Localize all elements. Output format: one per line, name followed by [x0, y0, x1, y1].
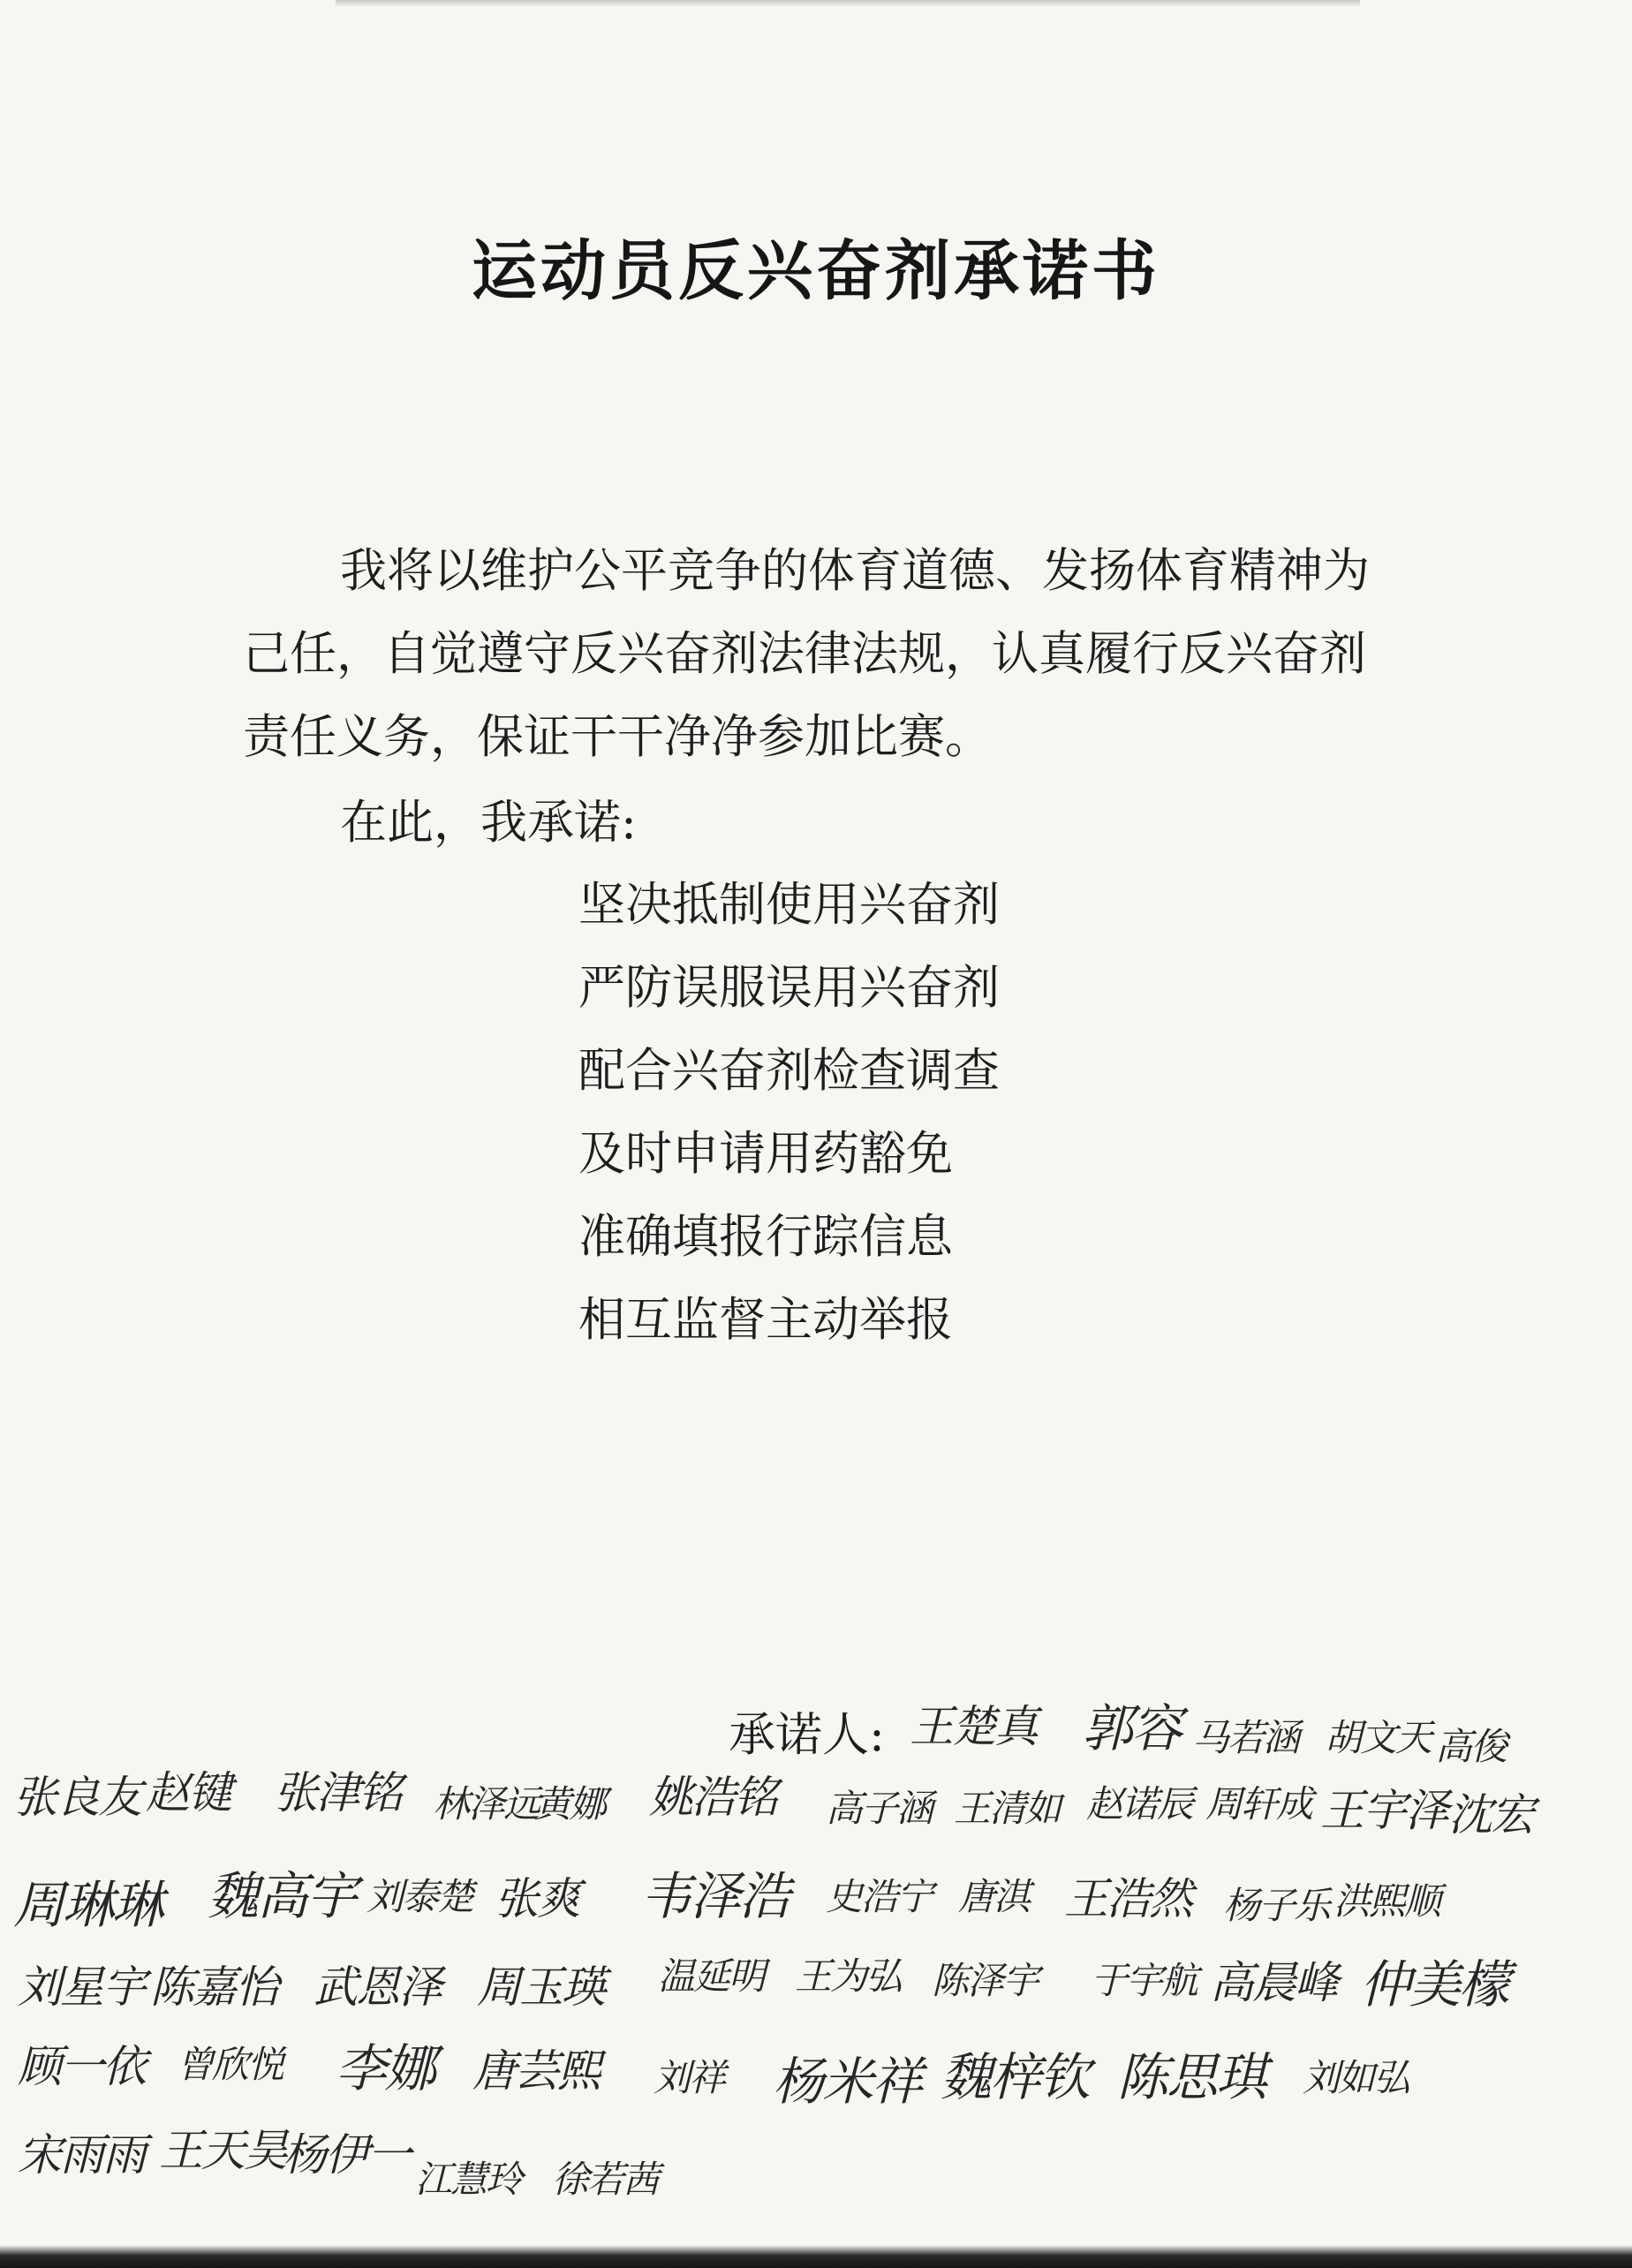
document-title: 运动员反兴奋剂承诺书	[472, 233, 1160, 309]
handwritten-signature: 杨伊一	[283, 2129, 410, 2181]
handwritten-signature: 张良友	[13, 1772, 140, 1823]
handwritten-signature: 刘泰楚	[366, 1875, 473, 1918]
handwritten-signature: 周玉瑛	[477, 1962, 604, 2013]
scan-bottom-edge	[0, 2245, 1632, 2268]
handwritten-signature: 顾一依	[18, 2041, 145, 2092]
handwritten-signature: 刘祥	[654, 2056, 725, 2099]
handwritten-signature: 王为弘	[795, 1954, 902, 1998]
handwritten-signature: 杨米祥	[773, 2052, 922, 2112]
handwritten-signature: 赵键	[146, 1767, 230, 1818]
handwritten-signature: 徐若茜	[552, 2158, 659, 2201]
handwritten-signature: 李娜	[336, 2038, 435, 2098]
handwritten-signature: 周轩成	[1205, 1782, 1312, 1826]
handwritten-signature: 魏梓钦	[941, 2047, 1090, 2107]
handwritten-signature: 高子涵	[826, 1787, 933, 1830]
handwritten-signature: 曾欣悦	[177, 2043, 283, 2086]
handwritten-signature: 张津铭	[274, 1767, 401, 1818]
handwritten-signature: 赵诺辰	[1086, 1782, 1193, 1826]
pledge-item: 及时申请用药豁免	[578, 1127, 953, 1181]
commitment-paragraph: 我将以维护公平竞争的体育道德、发扬体育精神为己任，自觉遵守反兴奋剂法律法规，认真履行反兴奋剂责任义务，保证干干净净参加比赛。	[243, 544, 1370, 764]
handwritten-signature: 唐芸熙	[472, 2045, 600, 2097]
handwritten-signature: 姚浩铭	[649, 1772, 776, 1823]
handwritten-signature: 沈宏	[1448, 1789, 1533, 1841]
handwritten-signature: 王楚真	[910, 1701, 1037, 1752]
handwritten-signature: 仲美檬	[1360, 1954, 1509, 2015]
pledge-item: 严防误服误用兴奋剂	[578, 961, 1000, 1015]
handwritten-signature: 史浩宁	[826, 1875, 933, 1918]
handwritten-signature: 韦泽浩	[640, 1866, 790, 1926]
handwritten-signature: 马若涵	[1192, 1716, 1299, 1759]
pledge-item: 相互监督主动举报	[578, 1293, 953, 1347]
handwritten-signature: 陈泽宇	[932, 1959, 1039, 2002]
handwritten-signature: 江慧玲	[415, 2158, 522, 2201]
handwritten-signature: 宋雨雨	[18, 2129, 145, 2181]
pledge-item: 坚决抵制使用兴奋剂	[578, 878, 1000, 932]
pledge-intro: 在此，我承诺:	[340, 796, 637, 850]
handwritten-signature: 王天昊	[159, 2125, 286, 2176]
handwritten-signature: 林泽远	[433, 1782, 540, 1826]
handwritten-signature: 王宇泽	[1320, 1785, 1447, 1836]
handwritten-signature: 王浩然	[1064, 1873, 1191, 1924]
handwritten-signature: 高俊	[1435, 1725, 1507, 1768]
handwritten-signature: 魏高宇	[208, 1866, 357, 1926]
handwritten-signature: 武恩泽	[314, 1962, 441, 2013]
handwritten-signature: 王清如	[954, 1787, 1061, 1830]
handwritten-signature: 郭容	[1082, 1698, 1182, 1758]
handwritten-signature: 黄娜	[534, 1782, 606, 1826]
handwritten-signature: 杨子乐	[1223, 1884, 1330, 1927]
handwritten-signature: 胡文天	[1325, 1716, 1432, 1759]
handwritten-signature: 高晨峰	[1210, 1957, 1337, 2008]
handwritten-signature: 于宇航	[1091, 1959, 1198, 2002]
signer-label: 承诺人:	[729, 1708, 885, 1762]
handwritten-signature: 张爽	[495, 1873, 579, 1924]
handwritten-signature: 洪熙顺	[1334, 1879, 1440, 1923]
handwritten-signature: 陈思琪	[1117, 2047, 1266, 2107]
handwritten-signature: 周琳琳	[13, 1875, 162, 1935]
handwritten-signature: 唐淇	[958, 1875, 1030, 1918]
handwritten-signature: 温延明	[658, 1954, 765, 1998]
handwritten-signature: 陈嘉怡	[150, 1962, 277, 2013]
handwritten-signature: 刘星宇	[18, 1962, 145, 2013]
pledge-item: 准确填报行踪信息	[578, 1210, 953, 1264]
handwritten-signature: 刘如弘	[1303, 2056, 1409, 2099]
pledge-item: 配合兴奋剂检查调查	[578, 1044, 1000, 1098]
